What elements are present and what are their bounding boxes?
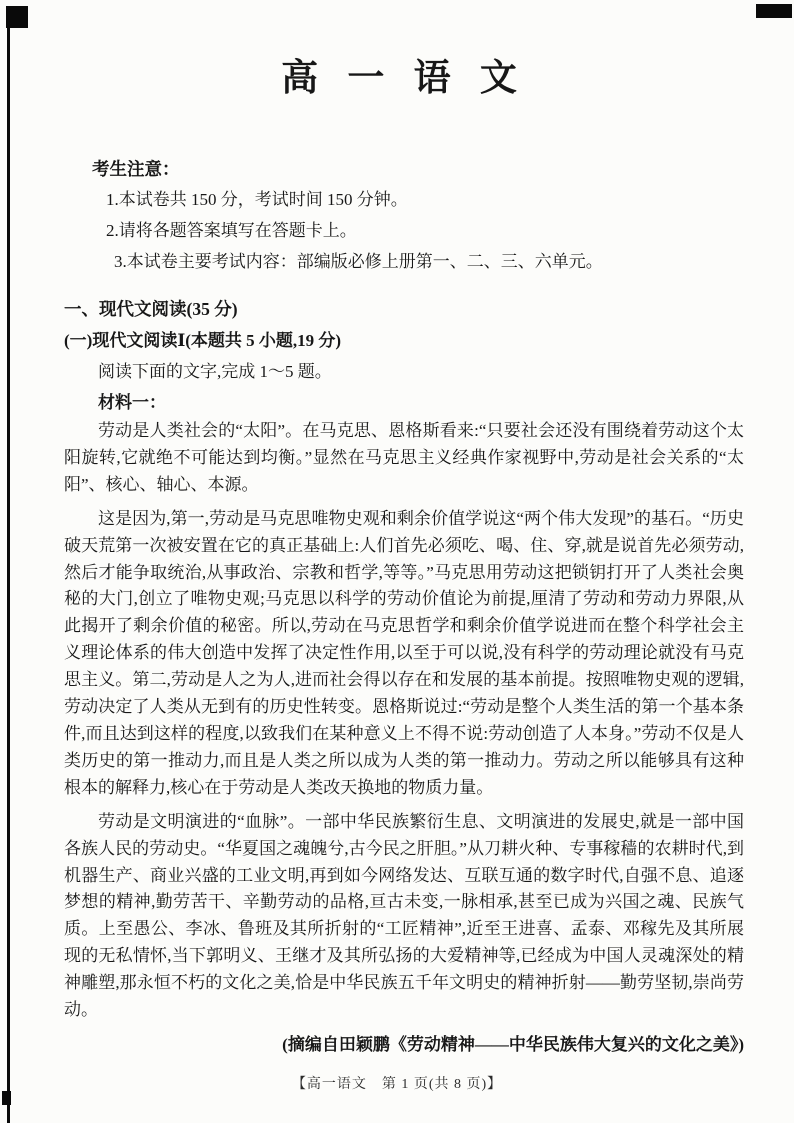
scan-mark-left-edge [7, 6, 10, 1123]
notice-item-1: 1.本试卷共 150 分，考试时间 150 分钟。 [106, 190, 408, 209]
notice-block [92, 154, 744, 277]
reading-instruction: 阅读下面的文字,完成 1～5 题。 [98, 362, 332, 381]
material-paragraph-2: 这是因为,第一,劳动是马克思唯物史观和剩余价值学说这“两个伟大发现”的基石。“历史破天荒第一次被安置在它的真正基础上:人们首先必须吃、喝、住、穿,就是说首先必须劳动,然后才能争取统治,从事政治、宗教和哲学,等等。”马克思用劳动这把锁钥打开了人类社会奥秘的大门,创立了唯物史观;马克思以科学的劳动价值论为前提,厘清了劳动和劳动力界限,从此揭开了剩余价值的秘密。所以,劳动在马克思哲学和剩余价值学说进而在整个科学社会主义理论体系的伟大创造中发挥了决定性作用,以至于可以说,没有科学的劳动理论就没有马克思主义。第二,劳动是人之为人,进而社会得以存在和发展的基本前提。按照唯物史观的逻辑,劳动决定了人类从无到有的历史性转变。恩格斯说过:“劳动是整个人类生活的第一个基本条件,而且达到这样的程度,以致我们在某种意义上不得不说:劳动创造了人本身。”劳动不仅是人类历史的第一推动力,而且是人类之所以成为人类的第一推动力。劳动之所以能够具有这种根本的解释力,核心在于劳动是人类改天换地的物质力量。 [64, 508, 744, 797]
scan-mark-bottom-left [2, 1091, 11, 1105]
material-label: 材料一： [98, 393, 166, 412]
subsection-heading: (一)现代文阅读Ⅰ(本题共 5 小题,19 分) [64, 331, 342, 350]
scan-mark-top-right [756, 4, 792, 18]
page-title: 高 一 语 文 [281, 58, 527, 99]
notice-heading: 考生注意： [92, 159, 180, 179]
notice-item-2: 2.请将各题答案填写在答题卡上。 [106, 221, 357, 240]
material-paragraph-1: 劳动是人类社会的“太阳”。在马克思、恩格斯看来:“只要社会还没有围绕着劳动这个太阳旋转,它就绝不可能达到均衡。”显然在马克思主义经典作家视野中,劳动是社会关系的“太阳”、核心、轴心、本源。 [64, 421, 744, 494]
notice-item-3: 3.本试卷主要考试内容：部编版必修上册第一、二、三、六单元。 [114, 252, 603, 271]
section-heading: 一、现代文阅读(35 分) [64, 299, 238, 319]
source-attribution: (摘编自田颖鹏《劳动精神——中华民族伟大复兴的文化之美》) [282, 1034, 744, 1054]
material-paragraph-3: 劳动是文明演进的“血脉”。一部中华民族繁衍生息、文明演进的发展史,就是一部中国各族人民的劳动史。“华夏国之魂魄兮,古今民之肝胆。”从刀耕火种、专事稼穑的农耕时代,到机器生产、商业兴盛的工业文明,再到如今网络发达、互联互通的数字时代,自强不息、追逐梦想的精神,勤劳苦干、辛勤劳动的品格,亘古未变,一脉相承,甚至已成为兴国之魂、民族气质。上至愚公、李冰、鲁班及其所折射的“工匠精神”,近至王进喜、孟泰、邓稼先及其所展现的无私情怀,当下郭明义、王继才及其所弘扬的大爱精神等,已经成为中国人灵魂深处的精神雕塑,那永恒不朽的文化之美,恰是中华民族五千年文明史的精神折射——勤劳坚韧,崇尚劳动。 [64, 811, 744, 1020]
page-footer: 【高一语文 第 1 页(共 8 页)】 [291, 1077, 503, 1092]
